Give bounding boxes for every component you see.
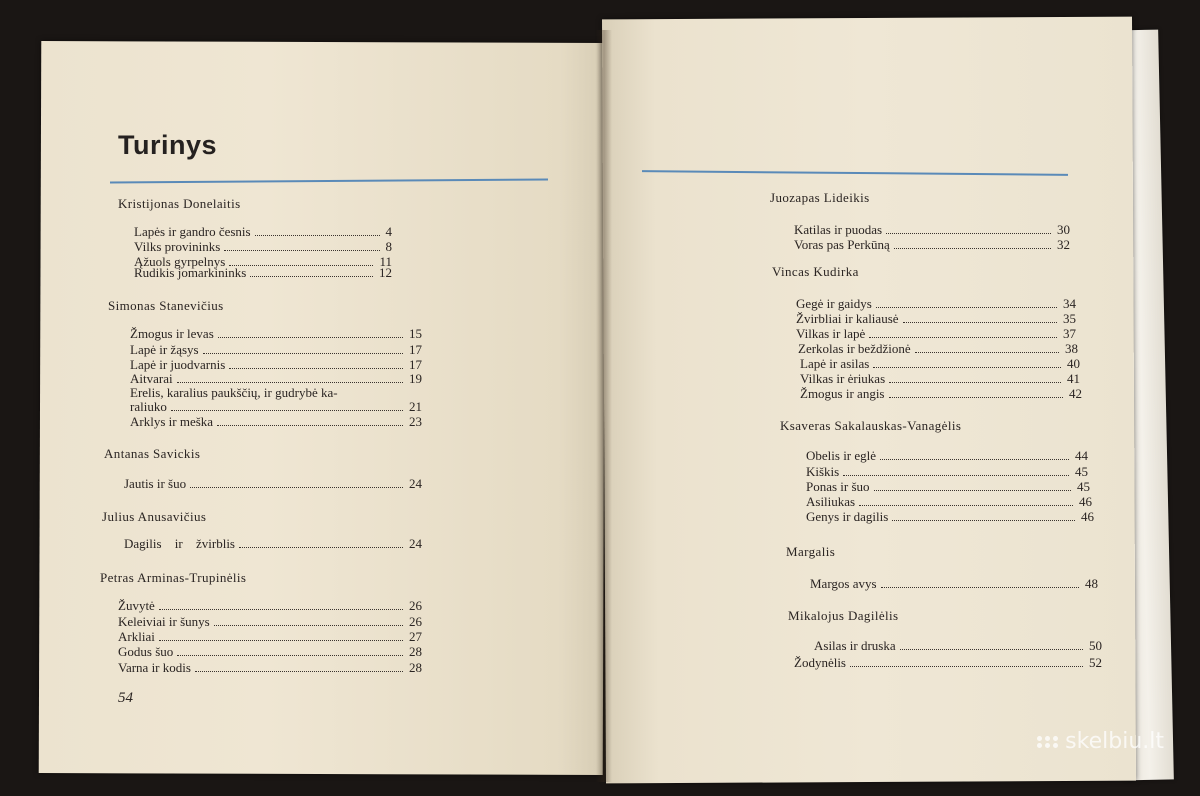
author-heading: Ksaveras Sakalauskas-Vanagėlis bbox=[780, 418, 962, 433]
author-heading: Juozapas Lideikis bbox=[770, 190, 870, 205]
toc-entry: Lapė ir juodvarnis 17 bbox=[130, 357, 422, 372]
author-heading: Julius Anusavičius bbox=[102, 509, 207, 524]
watermark bbox=[1037, 729, 1164, 754]
toc-entry: Lapė ir žąsys 17 bbox=[130, 342, 422, 357]
watermark-text: skelbiu.lt bbox=[1065, 729, 1164, 754]
toc-entry: Vilks provininks 8 bbox=[134, 239, 392, 254]
toc-entry: Lapės ir gandro česnis 4 bbox=[134, 224, 392, 239]
toc-entry: Žvirbliai ir kaliausė 35 bbox=[796, 311, 1076, 326]
toc-entry: Voras pas Perkūną 32 bbox=[794, 237, 1070, 252]
toc-entry: Žodynėlis 52 bbox=[794, 655, 1102, 670]
toc-entry-text: Erelis, karalius paukščių, ir gudrybė ka- bbox=[130, 385, 338, 400]
toc-entry: Godus šuo 28 bbox=[118, 644, 422, 659]
book-spine bbox=[596, 30, 612, 782]
toc-entry: Aitvarai 19 bbox=[130, 371, 422, 386]
toc-entry: Asilas ir druska 50 bbox=[814, 638, 1102, 653]
author-heading: Margalis bbox=[786, 544, 836, 559]
author-heading: Antanas Savickis bbox=[104, 446, 201, 461]
toc-entry: raliuko 21 bbox=[130, 399, 422, 414]
dots-grid-icon bbox=[1037, 736, 1059, 748]
author-heading: Simonas Stanevičius bbox=[108, 298, 224, 313]
contents-title: Turinys bbox=[118, 130, 218, 160]
toc-entry: Vilkas ir lapė 37 bbox=[796, 326, 1076, 341]
toc-entry: Rudikis jomarkininks 12 bbox=[134, 265, 392, 280]
toc-entry: Genys ir dagilis 46 bbox=[806, 509, 1094, 524]
toc-entry: Jautis ir šuo 24 bbox=[124, 476, 422, 491]
toc-entry: Ąžuols gyrpelnys 11 bbox=[134, 254, 392, 269]
toc-entry: Asiliukas 46 bbox=[806, 494, 1092, 509]
toc-entry: Lapė ir asilas 40 bbox=[800, 356, 1080, 371]
author-heading: Kristijonas Donelaitis bbox=[118, 196, 241, 211]
toc-entry: Varna ir kodis 28 bbox=[118, 660, 422, 675]
toc-entry: Katilas ir puodas 30 bbox=[794, 222, 1070, 237]
toc-entry: Arklys ir meška 23 bbox=[130, 414, 422, 429]
toc-entry: Dagilis ir žvirblis 24 bbox=[124, 536, 422, 551]
author-heading: Mikalojus Dagilėlis bbox=[788, 608, 899, 623]
toc-entry: Arkliai 27 bbox=[118, 629, 422, 644]
toc-entry: Gegė ir gaidys 34 bbox=[796, 296, 1076, 311]
author-heading: Petras Arminas-Trupinėlis bbox=[100, 570, 247, 585]
toc-entry: Žuvytė 26 bbox=[118, 598, 422, 613]
toc-entry: Kiškis 45 bbox=[806, 464, 1088, 479]
toc-entry: Margos avys 48 bbox=[810, 576, 1098, 591]
toc-entry: Obelis ir eglė 44 bbox=[806, 448, 1088, 463]
toc-entry: Vilkas ir ėriukas 41 bbox=[800, 371, 1080, 386]
toc-entry: Žmogus ir angis 42 bbox=[800, 386, 1082, 401]
page-number: 54 bbox=[118, 690, 133, 706]
toc-entry: Žmogus ir levas 15 bbox=[130, 326, 422, 341]
toc-entry: Ponas ir šuo 45 bbox=[806, 479, 1090, 494]
toc-entry: Zerkolas ir beždžionė 38 bbox=[798, 341, 1078, 356]
toc-entry: Keleiviai ir šunys 26 bbox=[118, 614, 422, 629]
author-heading: Vincas Kudirka bbox=[772, 264, 859, 279]
